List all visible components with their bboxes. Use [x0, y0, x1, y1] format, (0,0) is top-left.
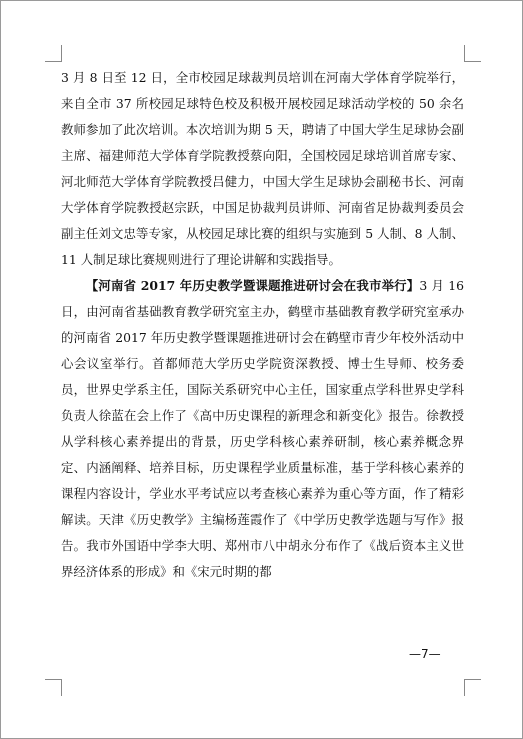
crop-mark-bottom-left — [45, 679, 62, 696]
crop-mark-top-right — [464, 45, 481, 62]
body-text — [61, 65, 464, 585]
paragraph-history-seminar — [61, 273, 464, 585]
news-body: 3 月 16 日，由河南省基础教育教学研究室主办，鹤壁市基础教育教学研究室承办的河南省 2017 年历史教学暨课题推进研讨会在鹤壁市青少年校外活动中心会议室举行。首都师范大学历史学院资深教授、博士生导师、校务委员，世界史学系主任，国际关系研究中心主任，国家重点学科世界史学科负责人徐蓝在会上作了《高中历史课程的新理念和新变化》报告。徐教授从学科核心素养提出的背景，历史学科核心素养研制，核心素养概念界定、内涵阐释、培养目标，历史课程学业质量标准，基于学科核心素养的课程内容设计，学业水平考试应以考查核心素养为重心等方面，作了精彩解读。天津《历史教学》主编杨莲霞作了《中学历史教学选题与写作》报告。我市外国语中学李大明、郑州市八中胡永分布作了《战后资本主义世界经济体系的形成》和《宋元时期的都 — [61, 278, 464, 579]
page-number: —7— — [409, 647, 441, 661]
crop-mark-bottom-right — [464, 679, 481, 696]
crop-mark-top-left — [45, 45, 62, 62]
paragraph-referee-training: 3 月 8 日至 12 日，全市校园足球裁判员培训在河南大学体育学院举行，来自全市 37 所校园足球特色校及积极开展校园足球活动学校的 50 余名教师参加了此次培训。本次培训为期 5 天，聘请了中国大学生足球协会副主席、福建师范大学体育学院教授蔡向阳，全国校园足球培训首席专家、河北师范大学体育学院教授吕健力，中国大学生足球协会副秘书长、河南大学体育学院教授赵宗跃，中国足协裁判员讲师、河南省足协裁判委员会副主任刘文忠等专家，从校园足球比赛的组织与实施到 5 人制、8 人制、11 人制足球比赛规则进行了理论讲解和实践指导。 — [61, 70, 464, 267]
news-headline: 【河南省 2017 年历史教学暨课题推进研讨会在我市举行】 — [85, 278, 420, 293]
